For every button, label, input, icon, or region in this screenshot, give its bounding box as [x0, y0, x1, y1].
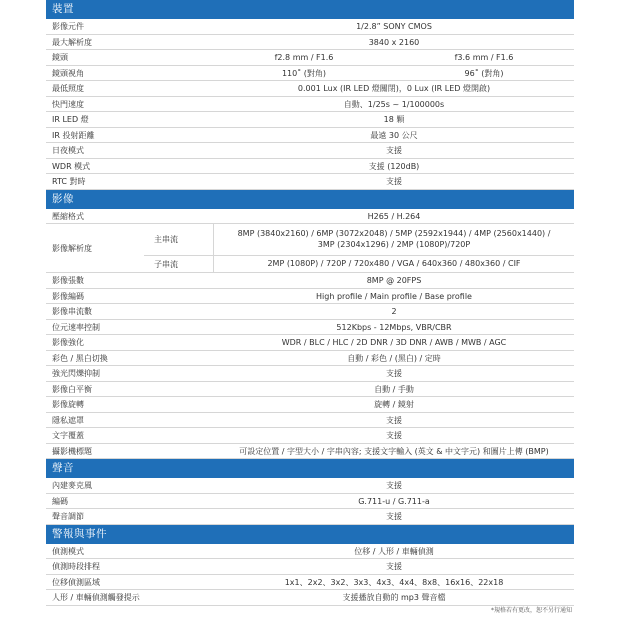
spec-row-resolution	[46, 224, 574, 273]
spec-value: High profile / Main profile / Base profile	[316, 291, 472, 301]
main-stream-line1: 8MP (3840x2160) / 6MP (3072x2048) / 5MP (2592x1944) / 4MP (2560x1440) /	[237, 229, 551, 238]
main-stream-value	[214, 224, 574, 255]
spec-label: 位元速率控制	[52, 322, 100, 332]
spec-row	[46, 428, 574, 444]
spec-value: H265 / H.264	[367, 211, 421, 221]
spec-label: 攝影機標題	[52, 446, 92, 456]
spec-label: 位移偵測區域	[52, 577, 100, 587]
spec-row	[46, 494, 574, 510]
spec-value: 1x1、2x2、3x2、3x3、4x3、4x4、8x8、16x16、22x18	[284, 577, 504, 587]
spec-row-compression	[46, 209, 574, 225]
spec-row	[46, 320, 574, 336]
spec-sheet	[46, 0, 574, 606]
spec-row	[46, 590, 574, 606]
spec-value: 512Kbps - 12Mbps, VBR/CBR	[336, 322, 452, 332]
spec-row	[46, 50, 574, 66]
spec-row	[46, 366, 574, 382]
spec-row	[46, 81, 574, 97]
spec-row	[46, 478, 574, 494]
spec-row	[46, 575, 574, 591]
resolution-streams	[144, 224, 574, 272]
spec-value: WDR / BLC / HLC / 2D DNR / 3D DNR / AWB / MWB / AGC	[281, 338, 507, 347]
spec-value: 支援	[386, 415, 402, 425]
audio-rows	[46, 478, 574, 525]
spec-row	[46, 509, 574, 525]
spec-value: 支援 (120dB)	[368, 161, 420, 171]
main-stream-row	[144, 224, 574, 256]
spec-value-right: f3.6 mm / F1.6	[454, 53, 514, 62]
spec-label: 偵測時段排程	[52, 562, 100, 571]
spec-row	[46, 112, 574, 128]
spec-row	[46, 128, 574, 144]
spec-value: 自動、1/25s ~ 1/100000s	[343, 99, 445, 109]
spec-label: 鏡頭	[52, 53, 68, 62]
spec-row	[46, 143, 574, 159]
device-rows	[46, 19, 574, 190]
spec-label: 最大解析度	[52, 37, 92, 47]
spec-row	[46, 289, 574, 305]
spec-label: IR 投射距離	[52, 130, 95, 140]
spec-row	[46, 559, 574, 575]
sub-stream-value: 2MP (1080P) / 720P / 720x480 / VGA / 640x360 / 480x360 / CIF	[267, 259, 521, 268]
spec-row	[46, 19, 574, 35]
sub-stream-label: 子串流	[144, 256, 214, 272]
spec-label: 鏡頭視角	[52, 68, 84, 78]
spec-value: 自動 / 手動	[374, 384, 414, 394]
spec-value: G.711-u / G.711-a	[358, 496, 430, 506]
spec-value: 2	[391, 307, 397, 316]
spec-value-left: f2.8 mm / F1.6	[274, 53, 334, 62]
spec-value: 1/2.8” SONY CMOS	[356, 22, 432, 31]
spec-row	[46, 174, 574, 190]
spec-label: RTC 對時	[52, 177, 86, 186]
spec-value: 3840 x 2160	[368, 37, 420, 47]
spec-label: 影像元件	[52, 22, 84, 31]
main-stream-line2: 3MP (2304x1296) / 2MP (1080P)/720P	[317, 240, 471, 249]
spec-row	[46, 444, 574, 460]
spec-label: 影像編碼	[52, 291, 84, 301]
spec-row	[46, 159, 574, 175]
spec-row	[46, 335, 574, 351]
spec-label: 偵測模式	[52, 546, 84, 556]
alarm-rows	[46, 544, 574, 606]
spec-row	[46, 351, 574, 367]
spec-row	[46, 382, 574, 398]
section-header-video: 影像	[46, 190, 574, 209]
spec-label: 編碼	[52, 496, 68, 506]
spec-label: WDR 模式	[52, 161, 91, 171]
spec-row	[46, 304, 574, 320]
spec-value: 支援	[386, 177, 402, 186]
spec-label: 彩色 / 黑白切換	[52, 353, 108, 363]
spec-label: 內建麥克風	[52, 481, 92, 490]
spec-value: 支援	[386, 146, 402, 155]
spec-label: 影像強化	[52, 338, 84, 347]
spec-value: 位移 / 人形 / 車輛偵測	[354, 546, 434, 556]
spec-label: 強光閃爍抑制	[52, 369, 100, 378]
spec-label: 聲音調節	[52, 512, 84, 521]
spec-label: IR LED 燈	[52, 115, 89, 124]
spec-value-right: 96˚ (對角)	[464, 68, 504, 78]
spec-row	[46, 413, 574, 429]
spec-row	[46, 273, 574, 289]
main-stream-label: 主串流	[144, 224, 214, 255]
spec-value: 支援播放自動的 mp3 聲音檔	[342, 593, 446, 602]
spec-label: 快門速度	[52, 99, 84, 109]
spec-value: 旋轉 / 鏡射	[374, 400, 414, 409]
spec-value: 可設定位置 / 字型大小 / 字串內容; 支援文字輸入 (英文 & 中文字元) 和圖片上傳 (BMP)	[239, 446, 549, 456]
spec-value: 最遠 30 公尺	[370, 130, 418, 140]
spec-value: 自動 / 彩色 / (黑白) / 定時	[347, 353, 441, 363]
spec-label: 影像串流數	[52, 307, 92, 316]
spec-value: 支援	[386, 431, 402, 440]
spec-value: 0.001 Lux (IR LED 燈關閉)，0 Lux (IR LED 燈開啟)	[297, 84, 491, 93]
spec-row	[46, 544, 574, 560]
sub-stream-row	[144, 256, 574, 272]
spec-row	[46, 97, 574, 113]
footnote: *規格若有更改，恕不另行通知	[490, 607, 572, 614]
spec-row	[46, 397, 574, 413]
spec-value: 支援	[386, 562, 402, 571]
spec-label: 影像張數	[52, 276, 84, 285]
section-header-audio: 聲音	[46, 459, 574, 478]
spec-label: 日夜模式	[52, 146, 84, 155]
spec-value: 支援	[386, 369, 402, 378]
spec-label: 人形 / 車輛偵測觸發提示	[52, 593, 140, 602]
spec-value: 支援	[386, 481, 402, 490]
spec-value: 8MP @ 20FPS	[366, 276, 422, 285]
spec-value: 18 顆	[383, 115, 405, 124]
video-rows	[46, 273, 574, 459]
spec-value: 支援	[386, 512, 402, 521]
section-header-alarm: 警報與事件	[46, 525, 574, 544]
spec-label: 影像旋轉	[52, 400, 84, 409]
spec-label: 影像解析度	[52, 243, 92, 253]
spec-label: 壓縮格式	[52, 211, 84, 221]
spec-label: 最低照度	[52, 84, 84, 93]
spec-row	[46, 66, 574, 82]
spec-value-left: 110˚ (對角)	[281, 68, 327, 78]
spec-label: 隱私遮罩	[52, 415, 84, 425]
spec-label: 影像白平衡	[52, 384, 92, 394]
section-header-device: 裝置	[46, 0, 574, 19]
spec-row	[46, 35, 574, 51]
spec-label: 文字覆蓋	[52, 431, 84, 440]
